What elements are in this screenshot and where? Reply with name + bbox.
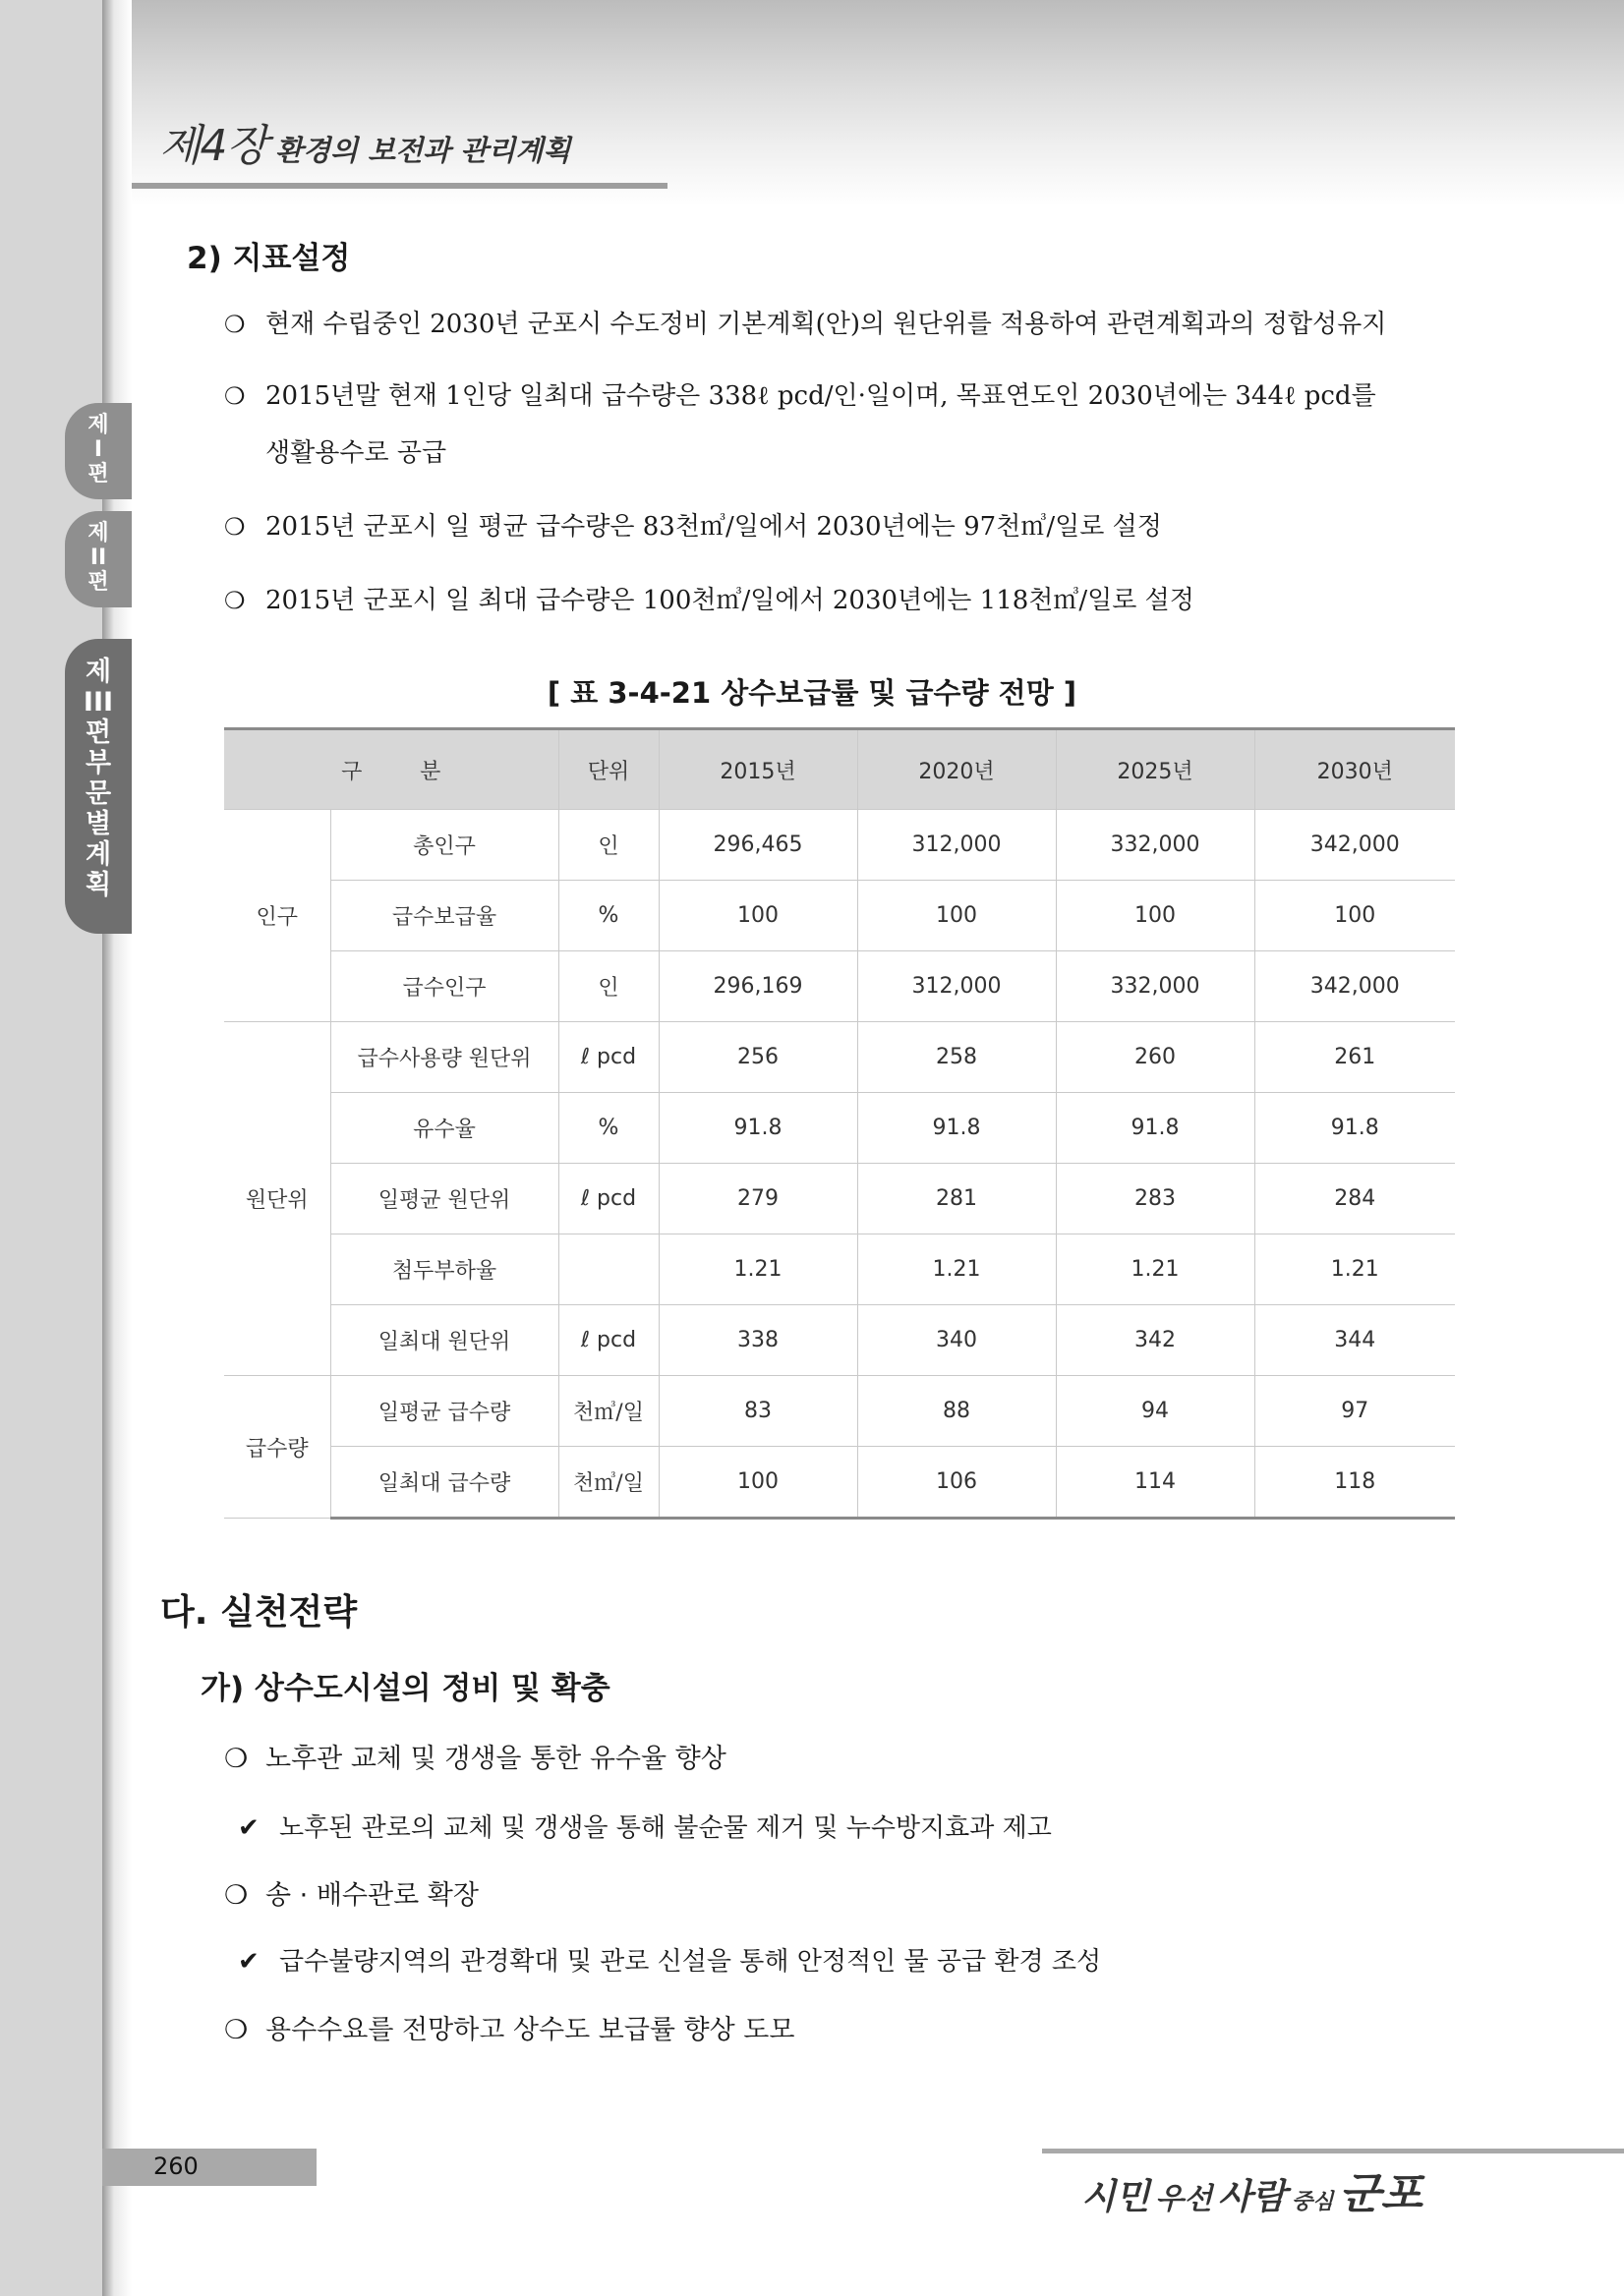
checkmark-icon: ✔ bbox=[238, 1947, 260, 1977]
cell-2015: 338 bbox=[659, 1305, 857, 1376]
cell-2015: 1.21 bbox=[659, 1234, 857, 1305]
row-item: 총인구 bbox=[330, 810, 558, 881]
strategy-subitem-text: 노후된 관로의 교체 및 갱생을 통해 불순물 제거 및 누수방지효과 제고 bbox=[279, 1813, 1052, 1843]
tab-char: 별 bbox=[85, 809, 112, 839]
strategy-subitem-text: 급수불량지역의 관경확대 및 관로 신설을 통해 안정적인 물 공급 환경 조성 bbox=[279, 1947, 1102, 1977]
header-2020: 2020년 bbox=[857, 729, 1056, 810]
left-margin-shadow bbox=[102, 0, 132, 2296]
cell-2030: 97 bbox=[1254, 1376, 1455, 1447]
header-category bbox=[224, 729, 558, 810]
row-unit: % bbox=[558, 881, 659, 951]
table-row bbox=[224, 810, 1455, 881]
chapter-header bbox=[159, 110, 570, 173]
cell-2015: 91.8 bbox=[659, 1093, 857, 1164]
strategy-subitem bbox=[238, 1808, 1052, 1844]
cell-2020: 258 bbox=[857, 1022, 1056, 1093]
chapter-number: 제4장 bbox=[159, 121, 268, 171]
row-unit: 천㎥/일 bbox=[558, 1376, 659, 1447]
circle-bullet-icon: ❍ bbox=[224, 1880, 249, 1911]
table-row bbox=[224, 1447, 1455, 1519]
slogan-word: 사람 bbox=[1217, 2176, 1287, 2217]
cell-2030: 284 bbox=[1254, 1164, 1455, 1234]
tab-char: 획 bbox=[85, 870, 112, 900]
circle-bullet-icon: ❍ bbox=[224, 513, 246, 541]
footer-rule bbox=[1042, 2149, 1624, 2153]
cell-2015: 296,169 bbox=[659, 951, 857, 1022]
bullet-text: 2015년 군포시 일 최대 급수량은 100천㎥/일에서 2030년에는 118천㎥/일로 설정 bbox=[265, 586, 1194, 615]
chapter-title: 환경의 보전과 관리계획 bbox=[275, 134, 571, 167]
tab-char: III bbox=[83, 687, 114, 718]
cell-2025: 332,000 bbox=[1056, 810, 1254, 881]
table-row bbox=[224, 1376, 1455, 1447]
section-heading: 2) 지표설정 bbox=[187, 241, 351, 276]
cell-2020: 340 bbox=[857, 1305, 1056, 1376]
tab-char: 계 bbox=[85, 839, 112, 870]
row-item: 일최대 급수량 bbox=[330, 1447, 558, 1519]
cell-2025: 283 bbox=[1056, 1164, 1254, 1234]
header-unit: 단위 bbox=[558, 729, 659, 810]
table-row bbox=[224, 1093, 1455, 1164]
tab-char: 편 bbox=[87, 570, 109, 595]
tab-char: 제 bbox=[87, 521, 109, 545]
cell-2020: 91.8 bbox=[857, 1093, 1056, 1164]
cell-2015: 296,465 bbox=[659, 810, 857, 881]
cell-2015: 83 bbox=[659, 1376, 857, 1447]
bullet-text: 2015년 군포시 일 평균 급수량은 83천㎥/일에서 2030년에는 97천㎥/일로 설정 bbox=[265, 512, 1162, 542]
cell-2015: 100 bbox=[659, 881, 857, 951]
header-2030: 2030년 bbox=[1254, 729, 1455, 810]
header-bun: 분 bbox=[420, 759, 441, 784]
table-row bbox=[224, 1022, 1455, 1093]
row-unit: 천㎥/일 bbox=[558, 1447, 659, 1519]
tab-char: II bbox=[89, 545, 107, 570]
side-tab-part2[interactable] bbox=[65, 511, 132, 607]
group-label: 원단위 bbox=[224, 1022, 330, 1376]
cell-2020: 312,000 bbox=[857, 951, 1056, 1022]
cell-2015: 256 bbox=[659, 1022, 857, 1093]
group-label: 급수량 bbox=[224, 1376, 330, 1519]
cell-2030: 118 bbox=[1254, 1447, 1455, 1519]
tab-char: 부 bbox=[85, 748, 112, 778]
bullet-item bbox=[224, 498, 1162, 555]
circle-bullet-icon: ❍ bbox=[224, 311, 246, 338]
tab-char: 제 bbox=[87, 413, 109, 437]
row-item: 급수인구 bbox=[330, 951, 558, 1022]
cell-2020: 1.21 bbox=[857, 1234, 1056, 1305]
header-2015: 2015년 bbox=[659, 729, 857, 810]
header-gu: 구 bbox=[341, 759, 363, 784]
table-row bbox=[224, 1234, 1455, 1305]
cell-2025: 94 bbox=[1056, 1376, 1254, 1447]
bullet-text-continued: 생활용수로 공급 bbox=[265, 438, 447, 468]
strategy-item-text: 송 · 배수관로 확장 bbox=[265, 1880, 479, 1911]
cell-2015: 279 bbox=[659, 1164, 857, 1234]
strategy-heading: 다. 실천전략 bbox=[160, 1592, 358, 1633]
table-row bbox=[224, 1164, 1455, 1234]
bullet-item bbox=[224, 296, 1386, 353]
bullet-item bbox=[224, 368, 1376, 482]
header-background bbox=[132, 0, 1624, 206]
tab-char: 문 bbox=[85, 778, 112, 809]
strategy-subheading: 가) 상수도시설의 정비 및 확충 bbox=[201, 1671, 610, 1706]
circle-bullet-icon: ❍ bbox=[224, 382, 246, 410]
checkmark-icon: ✔ bbox=[238, 1813, 260, 1843]
bullet-text: 2015년말 현재 1인당 일최대 급수량은 338ℓ pcd/인·일이며, 목표연도인 2030년에는 344ℓ pcd를 bbox=[265, 381, 1376, 411]
tab-char: I bbox=[93, 437, 103, 462]
header-2025: 2025년 bbox=[1056, 729, 1254, 810]
bullet-item bbox=[224, 572, 1194, 629]
row-unit: ℓ pcd bbox=[558, 1022, 659, 1093]
row-unit: 인 bbox=[558, 810, 659, 881]
slogan-word: 우선 bbox=[1155, 2182, 1213, 2216]
footer-page-bar bbox=[102, 2149, 317, 2186]
slogan-word: 군포 bbox=[1338, 2169, 1422, 2219]
tab-char: 편 bbox=[85, 718, 112, 748]
row-unit: ℓ pcd bbox=[558, 1305, 659, 1376]
cell-2030: 261 bbox=[1254, 1022, 1455, 1093]
table-header-row bbox=[224, 729, 1455, 810]
side-tab-part1[interactable] bbox=[65, 403, 132, 499]
cell-2030: 100 bbox=[1254, 881, 1455, 951]
slogan-word: 중심 bbox=[1291, 2189, 1334, 2214]
strategy-item-text: 용수수요를 전망하고 상수도 보급률 향상 도모 bbox=[265, 2015, 795, 2045]
chapter-rule bbox=[132, 183, 667, 189]
cell-2020: 106 bbox=[857, 1447, 1056, 1519]
table-row bbox=[224, 1305, 1455, 1376]
water-supply-table bbox=[224, 727, 1455, 1520]
row-item: 일평균 원단위 bbox=[330, 1164, 558, 1234]
cell-2030: 342,000 bbox=[1254, 951, 1455, 1022]
row-item: 급수사용량 원단위 bbox=[330, 1022, 558, 1093]
strategy-item bbox=[224, 1737, 726, 1775]
table-row bbox=[224, 951, 1455, 1022]
cell-2025: 114 bbox=[1056, 1447, 1254, 1519]
page-number: 260 bbox=[153, 2152, 199, 2180]
circle-bullet-icon: ❍ bbox=[224, 2015, 249, 2045]
slogan-word: 시민 bbox=[1081, 2176, 1150, 2217]
cell-2015: 100 bbox=[659, 1447, 857, 1519]
bullet-text: 현재 수립중인 2030년 군포시 수도정비 기본계획(안)의 원단위를 적용하여 관련계획과의 정합성유지 bbox=[265, 310, 1387, 339]
city-slogan-logo bbox=[1081, 2158, 1422, 2221]
tab-char: 제 bbox=[85, 657, 112, 687]
cell-2020: 281 bbox=[857, 1164, 1056, 1234]
cell-2020: 312,000 bbox=[857, 810, 1056, 881]
cell-2025: 100 bbox=[1056, 881, 1254, 951]
row-unit: ℓ pcd bbox=[558, 1164, 659, 1234]
strategy-item bbox=[224, 1873, 479, 1912]
circle-bullet-icon: ❍ bbox=[224, 587, 246, 614]
strategy-subitem bbox=[238, 1941, 1101, 1978]
cell-2030: 342,000 bbox=[1254, 810, 1455, 881]
tab-char: 편 bbox=[87, 462, 109, 487]
row-unit: % bbox=[558, 1093, 659, 1164]
group-label: 인구 bbox=[224, 810, 330, 1022]
cell-2025: 342 bbox=[1056, 1305, 1254, 1376]
row-item: 유수율 bbox=[330, 1093, 558, 1164]
row-unit bbox=[558, 1234, 659, 1305]
cell-2025: 91.8 bbox=[1056, 1093, 1254, 1164]
cell-2020: 100 bbox=[857, 881, 1056, 951]
table-row bbox=[224, 881, 1455, 951]
cell-2025: 260 bbox=[1056, 1022, 1254, 1093]
cell-2030: 1.21 bbox=[1254, 1234, 1455, 1305]
cell-2025: 1.21 bbox=[1056, 1234, 1254, 1305]
row-item: 첨두부하율 bbox=[330, 1234, 558, 1305]
row-item: 급수보급율 bbox=[330, 881, 558, 951]
cell-2020: 88 bbox=[857, 1376, 1056, 1447]
cell-2030: 344 bbox=[1254, 1305, 1455, 1376]
cell-2030: 91.8 bbox=[1254, 1093, 1455, 1164]
cell-2025: 332,000 bbox=[1056, 951, 1254, 1022]
left-margin-strip bbox=[0, 0, 102, 2296]
table-caption: [ 표 3-4-21 상수보급률 및 급수량 전망 ] bbox=[547, 676, 1077, 710]
strategy-item bbox=[224, 2008, 794, 2046]
strategy-item-text: 노후관 교체 및 갱생을 통한 유수율 향상 bbox=[265, 1744, 726, 1774]
row-item: 일평균 급수량 bbox=[330, 1376, 558, 1447]
row-unit: 인 bbox=[558, 951, 659, 1022]
row-item: 일최대 원단위 bbox=[330, 1305, 558, 1376]
circle-bullet-icon: ❍ bbox=[224, 1744, 249, 1774]
